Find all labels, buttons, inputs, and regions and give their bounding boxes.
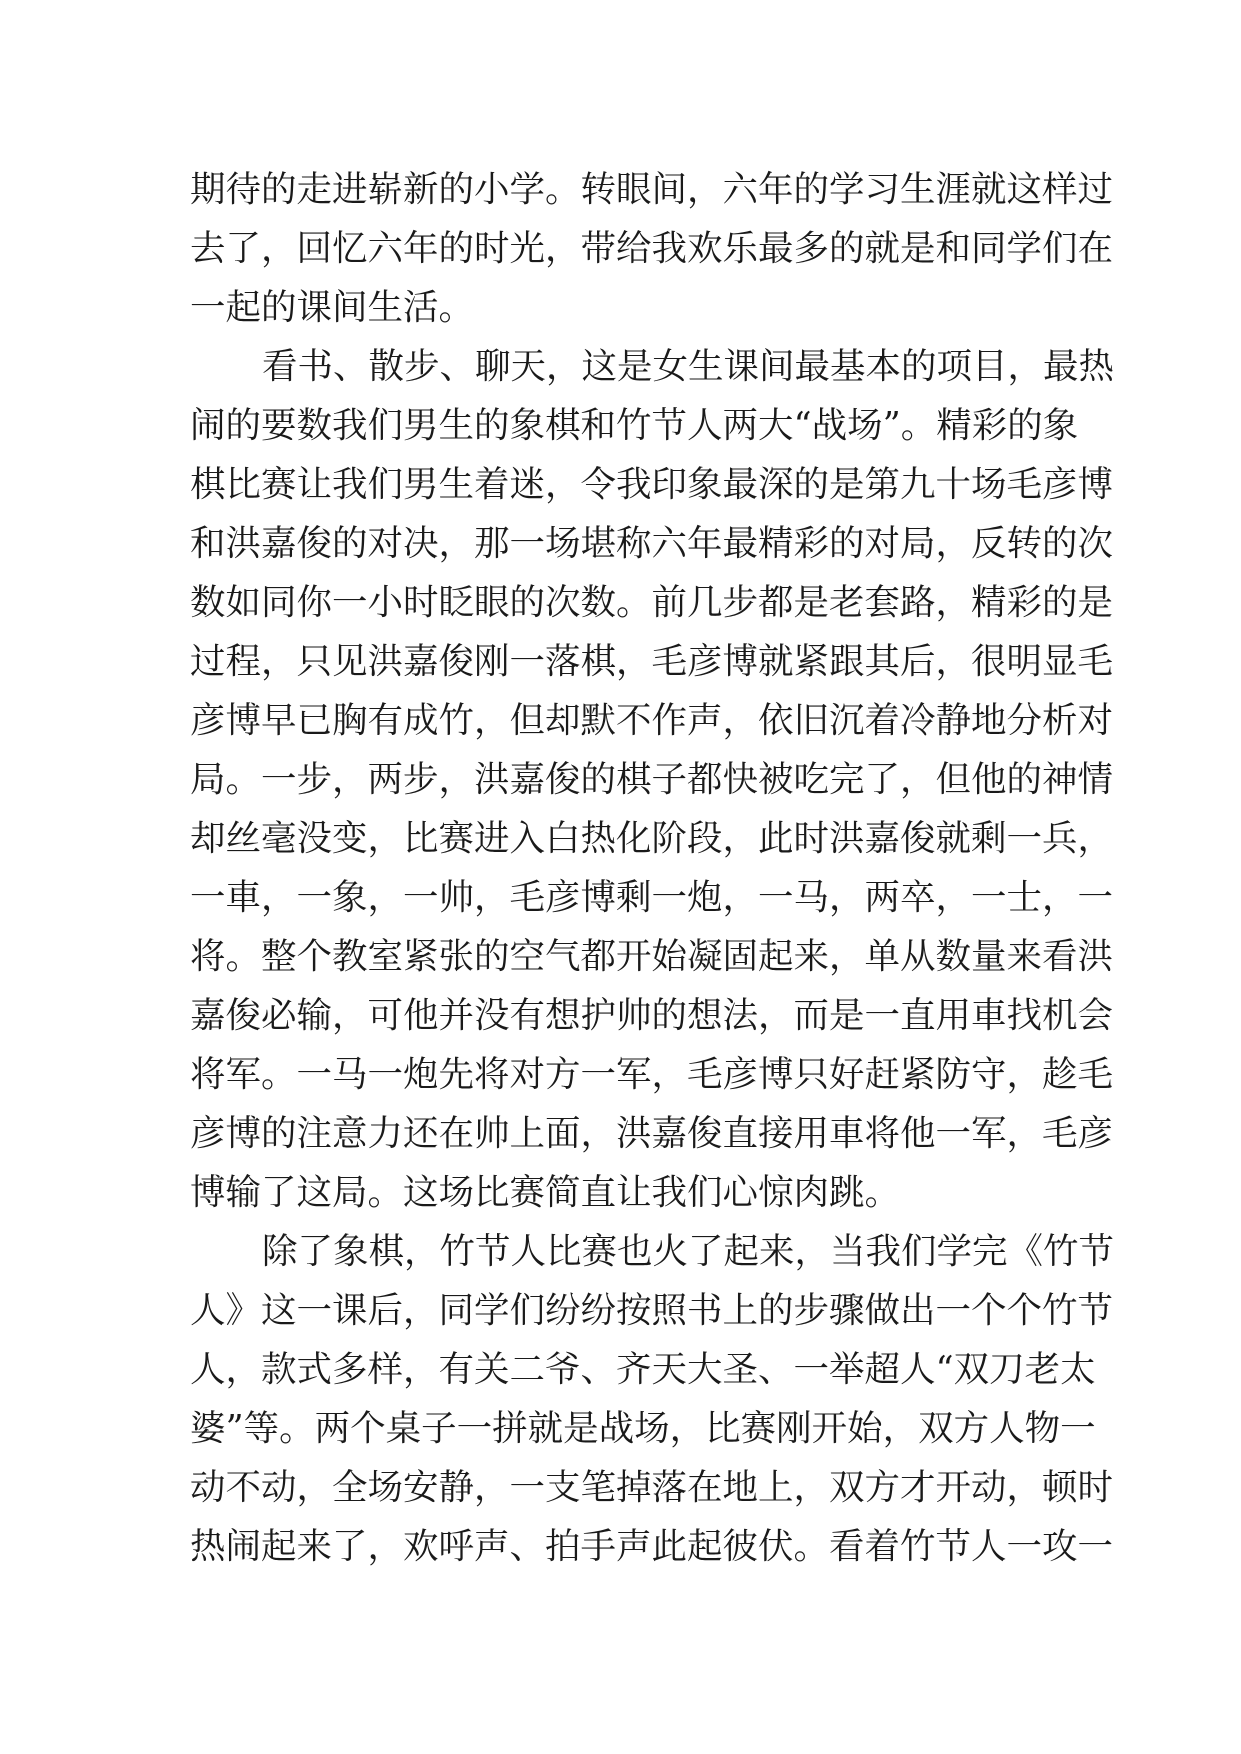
text-line: 局。一步，两步，洪嘉俊的棋子都快被吃完了，但他的神情 [190,759,1114,800]
text-line: 彦博早已胸有成竹，但却默不作声，依旧沉着冷静地分析对 [190,700,1114,741]
text-line: 却丝毫没变，比赛进入白热化阶段，此时洪嘉俊就剩一兵， [190,818,1114,859]
text-line: 一起的课间生活。 [190,287,475,328]
text-line: 过程，只见洪嘉俊刚一落棋，毛彦博就紧跟其后，很明显毛 [190,641,1114,682]
text-line: 闹的要数我们男生的象棋和竹节人两大“战场”。精彩的象 [190,405,1079,446]
text-line: 除了象棋，竹节人比赛也火了起来，当我们学完《竹节 [262,1231,1115,1272]
text-line: 热闹起来了，欢呼声、拍手声此起彼伏。看着竹节人一攻一 [190,1526,1114,1567]
text-line: 将军。一马一炮先将对方一军，毛彦博只好赶紧防守，趁毛 [190,1054,1114,1095]
paragraph [190,160,1114,337]
text-line: 看书、散步、聊天，这是女生课间最基本的项目，最热 [262,346,1115,387]
text-line: 嘉俊必输，可他并没有想护帅的想法，而是一直用車找机会 [190,995,1114,1036]
text-line: 彦博的注意力还在帅上面，洪嘉俊直接用車将他一军，毛彦 [190,1113,1114,1154]
text-line: 数如同你一小时眨眼的次数。前几步都是老套路，精彩的是 [190,582,1114,623]
text-line: 婆”等。两个桌子一拼就是战场，比赛刚开始，双方人物一 [190,1408,1096,1449]
text-line: 期待的走进崭新的小学。转眼间，六年的学习生涯就这样过 [190,169,1114,210]
text-line: 人》这一课后，同学们纷纷按照书上的步骤做出一个个竹节 [190,1290,1114,1331]
paragraph [190,337,1115,1222]
text-line: 博输了这局。这场比赛简直让我们心惊肉跳。 [190,1172,901,1213]
text-line: 棋比赛让我们男生着迷，令我印象最深的是第九十场毛彦博 [190,464,1114,505]
body-text [190,160,1115,1576]
text-line: 去了，回忆六年的时光，带给我欢乐最多的就是和同学们在 [190,228,1114,269]
text-line: 一車，一象，一帅，毛彦博剩一炮，一马，两卒，一士，一 [190,877,1114,918]
text-line: 将。整个教室紧张的空气都开始凝固起来，单从数量来看洪 [190,936,1114,977]
text-line: 动不动，全场安静，一支笔掉落在地上，双方才开动，顿时 [190,1467,1114,1508]
text-line: 人，款式多样，有关二爷、齐天大圣、一举超人“双刀老太 [190,1349,1096,1390]
text-line: 和洪嘉俊的对决，那一场堪称六年最精彩的对局，反转的次 [190,523,1114,564]
paragraph [190,1222,1115,1576]
